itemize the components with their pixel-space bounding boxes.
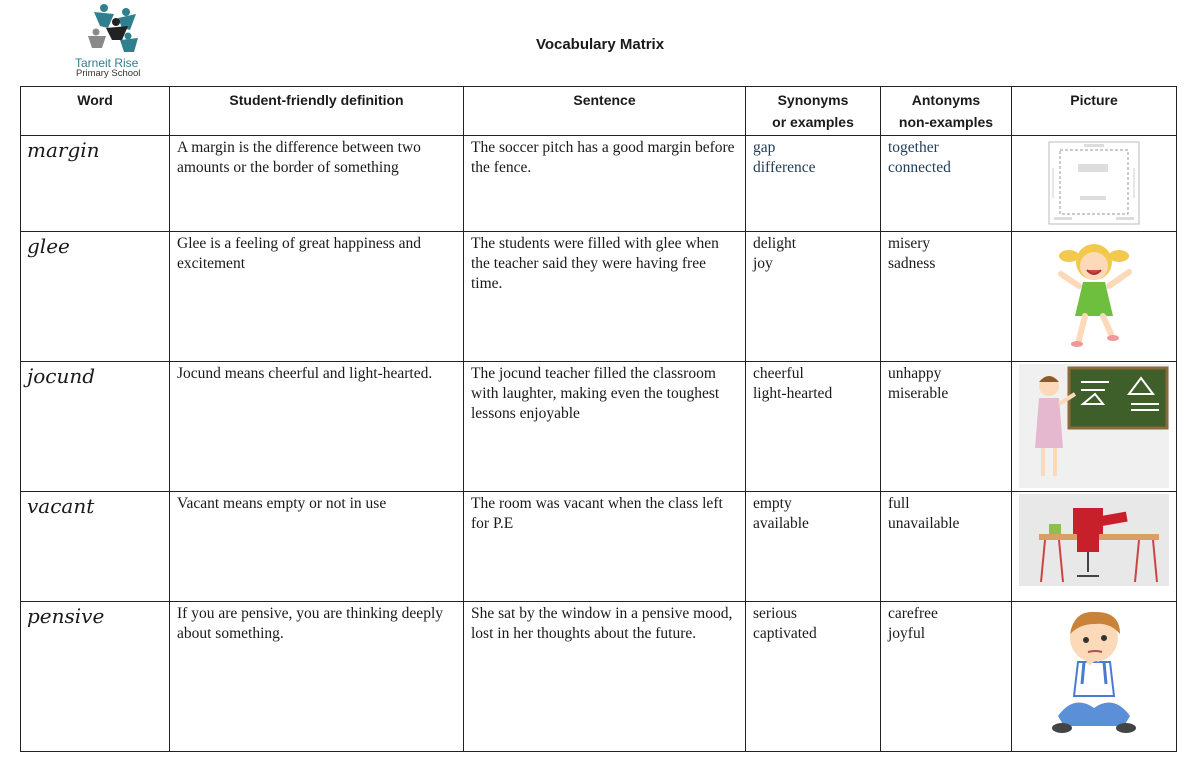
antonyms-cell bbox=[881, 232, 1012, 362]
synonyms-cell bbox=[746, 232, 881, 362]
synonyms-cell bbox=[746, 136, 881, 232]
header-antonyms-line1: Antonyms bbox=[911, 92, 981, 108]
antonym-item: together bbox=[888, 139, 939, 156]
table-header-row bbox=[21, 87, 1177, 136]
antonym-item: full bbox=[888, 495, 910, 512]
header-antonyms-line2: non-examples bbox=[898, 114, 994, 130]
synonym-item: gap bbox=[753, 139, 776, 156]
antonym-item: unhappy bbox=[888, 365, 942, 382]
header-sentence: Sentence bbox=[464, 87, 746, 136]
synonym-item: available bbox=[753, 515, 809, 532]
picture-cell bbox=[1012, 362, 1177, 492]
synonym-item: captivated bbox=[753, 625, 817, 642]
antonym-item: connected bbox=[888, 159, 951, 176]
definition-cell: Glee is a feeling of great happiness and excitement bbox=[170, 232, 464, 362]
picture-cell bbox=[1012, 602, 1177, 752]
thinking-boy-image bbox=[1044, 604, 1144, 740]
picture-cell bbox=[1012, 492, 1177, 602]
definition-cell: If you are pensive, you are thinking deeply about something. bbox=[170, 602, 464, 752]
sentence-cell: She sat by the window in a pensive mood, lost in her thoughts about the future. bbox=[464, 602, 746, 752]
sentence-cell: The students were filled with glee when the teacher said they were having free time. bbox=[464, 232, 746, 362]
header-definition: Student-friendly definition bbox=[170, 87, 464, 136]
logo-school-name: Tarneit Rise bbox=[75, 56, 139, 70]
picture-cell bbox=[1012, 136, 1177, 232]
synonym-item: light-hearted bbox=[753, 385, 833, 402]
word-cell: jocund bbox=[21, 362, 170, 492]
definition-cell: Vacant means empty or not in use bbox=[170, 492, 464, 602]
sentence-cell: The room was vacant when the class left for P.E bbox=[464, 492, 746, 602]
definition-cell: A margin is the difference between two amounts or the border of something bbox=[170, 136, 464, 232]
synonyms-cell bbox=[746, 602, 881, 752]
header-antonyms bbox=[881, 87, 1012, 136]
table-row bbox=[21, 602, 1177, 752]
table-row bbox=[21, 362, 1177, 492]
page-title: Vocabulary Matrix bbox=[535, 36, 665, 53]
antonym-item: misery bbox=[888, 235, 931, 252]
picture-cell bbox=[1012, 232, 1177, 362]
vocabulary-table bbox=[20, 86, 1177, 752]
margin-diagram-image bbox=[1044, 138, 1144, 228]
header-word: Word bbox=[21, 87, 170, 136]
synonyms-cell bbox=[746, 492, 881, 602]
empty-desk-vacant-sign-image bbox=[1019, 494, 1169, 586]
table-row bbox=[21, 492, 1177, 602]
table-row bbox=[21, 232, 1177, 362]
header-synonyms bbox=[746, 87, 881, 136]
antonym-item: sadness bbox=[888, 255, 936, 272]
header-picture: Picture bbox=[1012, 87, 1177, 136]
happy-girl-jumping-image bbox=[1049, 234, 1139, 354]
antonym-item: carefree bbox=[888, 605, 938, 622]
header-synonyms-line2: or examples bbox=[772, 114, 854, 130]
header-synonyms-line1: Synonyms bbox=[777, 92, 849, 108]
word-cell: margin bbox=[21, 136, 170, 232]
synonym-item: empty bbox=[753, 495, 792, 512]
synonym-item: joy bbox=[753, 255, 773, 272]
definition-cell: Jocund means cheerful and light-hearted. bbox=[170, 362, 464, 492]
table-row bbox=[21, 136, 1177, 232]
antonym-item: unavailable bbox=[888, 515, 960, 532]
antonyms-cell bbox=[881, 362, 1012, 492]
logo-school-subtitle: Primary School bbox=[76, 68, 141, 79]
sentence-cell: The jocund teacher filled the classroom with laughter, making even the toughest lessons enjoyable bbox=[464, 362, 746, 492]
antonym-item: joyful bbox=[888, 625, 926, 642]
antonyms-cell bbox=[881, 492, 1012, 602]
synonym-item: serious bbox=[753, 605, 797, 622]
teacher-at-chalkboard-image bbox=[1019, 364, 1169, 488]
antonym-item: miserable bbox=[888, 385, 949, 402]
antonyms-cell bbox=[881, 602, 1012, 752]
word-cell: glee bbox=[21, 232, 170, 362]
sentence-cell: The soccer pitch has a good margin before the fence. bbox=[464, 136, 746, 232]
synonym-item: cheerful bbox=[753, 365, 804, 382]
antonyms-cell bbox=[881, 136, 1012, 232]
synonym-item: delight bbox=[753, 235, 797, 252]
synonyms-cell bbox=[746, 362, 881, 492]
synonym-item: difference bbox=[753, 159, 816, 176]
word-cell: pensive bbox=[21, 602, 170, 752]
word-cell: vacant bbox=[21, 492, 170, 602]
